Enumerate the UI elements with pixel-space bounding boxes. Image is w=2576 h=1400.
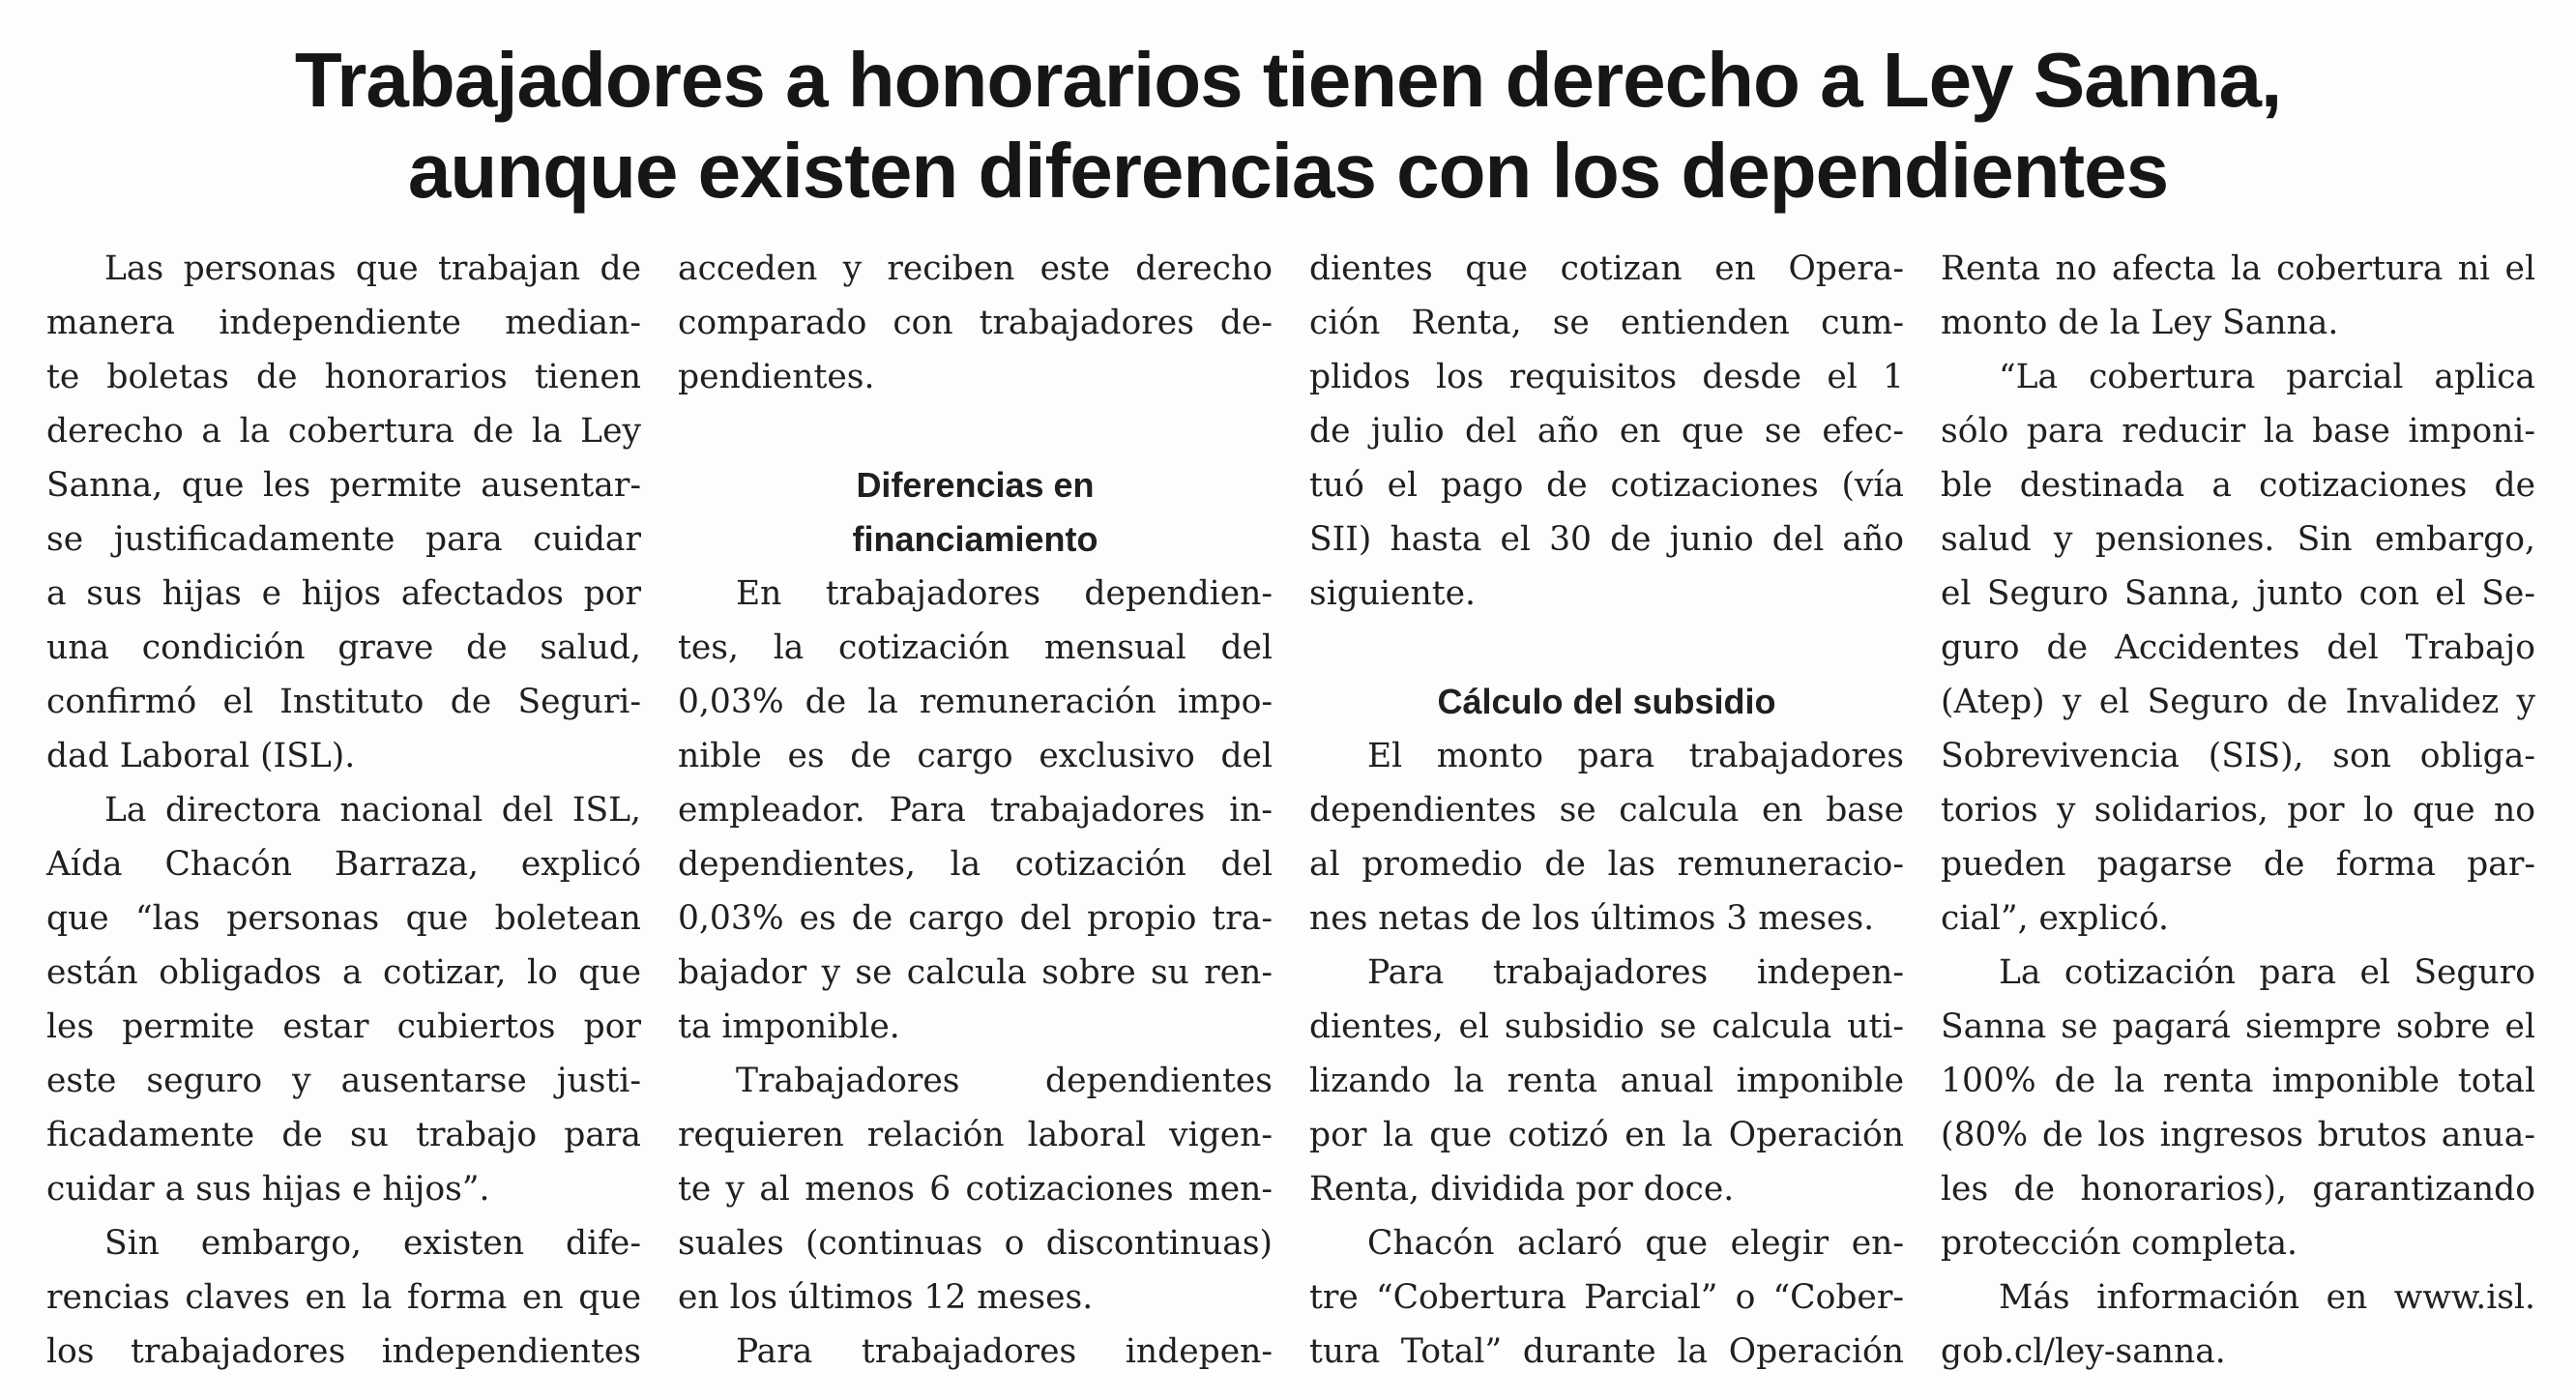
text-line: lizando la renta anual imponible xyxy=(1309,1062,1904,1100)
text-line: (Atep) y el Seguro de Invalidez y xyxy=(1941,683,2535,721)
headline-line-2: aunque existen diferencias con los dependientes xyxy=(407,128,2169,214)
text-line: les permite estar cubiertos por xyxy=(46,1007,641,1046)
text-line: acceden y reciben este derecho xyxy=(678,249,1273,288)
text-line: empleador. Para trabajadores in- xyxy=(678,791,1273,830)
text-line: torios y solidarios, por lo que no xyxy=(1941,791,2535,830)
text-line: manera independiente median- xyxy=(46,304,641,342)
subheading: financiamiento xyxy=(852,519,1098,559)
text-line: a sus hijas e hijos afectados por xyxy=(46,574,641,613)
text-line: En trabajadores dependien- xyxy=(736,574,1273,613)
text-line: que “las personas que boletean xyxy=(46,899,641,938)
text-line: este seguro y ausentarse justi- xyxy=(46,1062,641,1100)
text-line: te y al menos 6 cotizaciones men- xyxy=(678,1170,1273,1209)
subheading: Diferencias en xyxy=(856,465,1095,505)
text-line: al promedio de las remuneracio- xyxy=(1309,845,1904,884)
text-line: cuidar a sus hijas e hijos”. xyxy=(46,1170,490,1209)
text-line: (80% de los ingresos brutos anua- xyxy=(1941,1116,2535,1154)
text-line: confirmó el Instituto de Seguri- xyxy=(46,683,641,721)
text-line: bajador y se calcula sobre su ren- xyxy=(678,953,1273,992)
text-line: Renta, dividida por doce. xyxy=(1309,1170,1735,1209)
text-line: sólo para reducir la base imponi- xyxy=(1941,412,2535,451)
paragraph-gap xyxy=(1309,621,1904,675)
text-line: están obligados a cotizar, lo que xyxy=(46,953,641,992)
text-line: derecho a la cobertura de la Ley xyxy=(46,412,641,451)
text-line: Renta no afecta la cobertura ni el xyxy=(1941,249,2535,288)
text-line: tura Total” durante la Operación xyxy=(1309,1332,1904,1371)
text-line: dientes, el subsidio se calcula uti- xyxy=(1309,1007,1904,1046)
text-line: rencias claves en la forma en que xyxy=(46,1278,641,1317)
text-line: suales (continuas o discontinuas) xyxy=(678,1224,1273,1263)
text-line: Sanna se pagará siempre sobre el xyxy=(1941,1007,2535,1046)
text-line: tes, la cotización mensual del xyxy=(678,628,1273,667)
text-line: ficadamente de su trabajo para xyxy=(46,1116,641,1154)
text-line: plidos los requisitos desde el 1 xyxy=(1309,358,1904,396)
text-line: ción Renta, se entienden cum- xyxy=(1309,304,1904,342)
text-line: cial”, explicó. xyxy=(1941,899,2170,938)
text-line: 0,03% de la remuneración impo- xyxy=(678,683,1273,721)
article-column-3 xyxy=(1309,242,1904,1379)
text-line: 0,03% es de cargo del propio tra- xyxy=(678,899,1273,938)
text-line: ble destinada a cotizaciones de xyxy=(1941,466,2535,505)
article-column-1 xyxy=(46,242,641,1379)
text-line: tre “Cobertura Parcial” o “Cober- xyxy=(1309,1278,1904,1317)
text-line: dependientes se calcula en base xyxy=(1309,791,1904,830)
text-line: Aída Chacón Barraza, explicó xyxy=(46,845,641,884)
text-line: guro de Accidentes del Trabajo xyxy=(1941,628,2535,667)
article-column-2 xyxy=(678,242,1273,1379)
text-line: Las personas que trabajan de xyxy=(104,249,641,288)
text-line: salud y pensiones. Sin embargo, xyxy=(1941,520,2535,559)
text-line: se justificadamente para cuidar xyxy=(46,520,641,559)
text-line: tuó el pago de cotizaciones (vía xyxy=(1309,466,1904,505)
text-line: gob.cl/ley-sanna. xyxy=(1941,1332,2226,1371)
text-line: te boletas de honorarios tienen xyxy=(46,358,641,396)
text-line: pendientes. xyxy=(678,358,875,396)
text-line: Más información en www.isl. xyxy=(1999,1278,2535,1317)
text-line: ta imponible. xyxy=(678,1007,900,1046)
text-line: nible es de cargo exclusivo del xyxy=(678,737,1273,775)
text-line: La cotización para el Seguro xyxy=(1999,953,2535,992)
text-line: Sobrevivencia (SIS), son obliga- xyxy=(1941,737,2535,775)
text-line: Sanna, que les permite ausentar- xyxy=(46,466,641,505)
text-line: “La cobertura parcial aplica xyxy=(1999,358,2535,396)
text-line: La directora nacional del ISL, xyxy=(104,791,641,830)
text-line: Para trabajadores indepen- xyxy=(1367,953,1904,992)
text-line: por la que cotizó en la Operación xyxy=(1309,1116,1904,1154)
text-line: Chacón aclaró que elegir en- xyxy=(1367,1224,1904,1263)
paragraph-gap xyxy=(678,404,1273,458)
text-line: pueden pagarse de forma par- xyxy=(1941,845,2535,884)
text-line: comparado con trabajadores de- xyxy=(678,304,1273,342)
text-line: protección completa. xyxy=(1941,1224,2298,1263)
text-line: les de honorarios), garantizando xyxy=(1941,1170,2535,1209)
text-line: dientes que cotizan en Opera- xyxy=(1309,249,1904,288)
text-line: en los últimos 12 meses. xyxy=(678,1278,1094,1317)
text-line: nes netas de los últimos 3 meses. xyxy=(1309,899,1875,938)
text-line: una condición grave de salud, xyxy=(46,628,641,667)
text-line: Sin embargo, existen dife- xyxy=(104,1224,641,1263)
text-line: monto de la Ley Sanna. xyxy=(1941,304,2339,342)
text-line: Trabajadores dependientes xyxy=(736,1062,1273,1100)
article-column-4 xyxy=(1941,242,2535,1379)
text-line: El monto para trabajadores xyxy=(1367,737,1904,775)
text-line: Para trabajadores indepen- xyxy=(736,1332,1273,1371)
text-line: dependientes, la cotización del xyxy=(678,845,1273,884)
text-line: dad Laboral (ISL). xyxy=(46,737,356,775)
text-line: los trabajadores independientes xyxy=(46,1332,641,1371)
subheading: Cálculo del subsidio xyxy=(1437,682,1776,721)
article-headline xyxy=(0,35,2576,217)
text-line: el Seguro Sanna, junto con el Se- xyxy=(1941,574,2535,613)
text-line: requieren relación laboral vigen- xyxy=(678,1116,1273,1154)
text-line: siguiente. xyxy=(1309,574,1476,613)
text-line: SII) hasta el 30 de junio del año xyxy=(1309,520,1904,559)
text-line: 100% de la renta imponible total xyxy=(1941,1062,2535,1100)
headline-line-1: Trabajadores a honorarios tienen derecho a Ley Sanna, xyxy=(294,37,2282,123)
text-line: de julio del año en que se efec- xyxy=(1309,412,1904,451)
